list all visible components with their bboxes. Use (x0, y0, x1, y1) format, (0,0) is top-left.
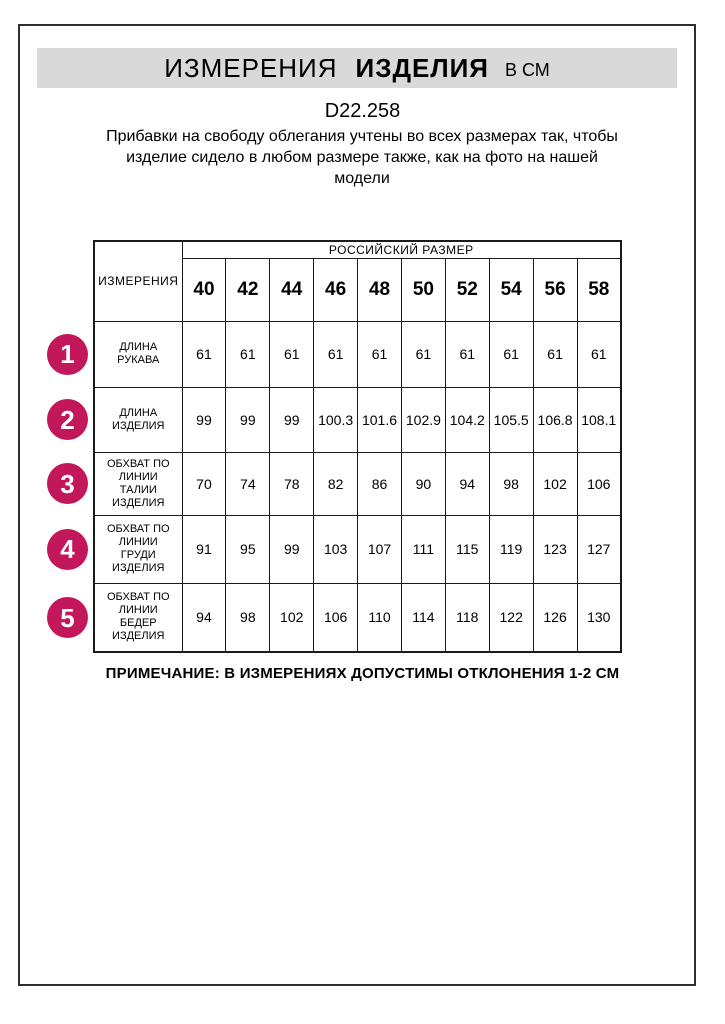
size-measurements-table (93, 240, 622, 653)
measurement-value: 115 (445, 515, 489, 583)
fit-description-line: изделие сидело в любом размере также, как на фото на нашей (126, 149, 598, 166)
row-number-badge: 4 (47, 529, 88, 570)
measurement-value: 61 (358, 321, 402, 387)
measurement-value: 118 (445, 583, 489, 652)
measurement-value: 61 (533, 321, 577, 387)
measurement-value: 94 (182, 583, 226, 652)
measurement-row (94, 452, 621, 515)
measurement-value: 99 (226, 387, 270, 452)
measurement-row (94, 583, 621, 652)
measurement-value: 110 (358, 583, 402, 652)
measurement-value: 108.1 (577, 387, 621, 452)
measurements-corner-header: ИЗМЕРЕНИЯ (94, 241, 182, 321)
measurement-value: 90 (401, 452, 445, 515)
size-column-header: 46 (314, 258, 358, 321)
measurement-value: 106.8 (533, 387, 577, 452)
measurement-value: 101.6 (358, 387, 402, 452)
measurement-value: 123 (533, 515, 577, 583)
size-column-header: 50 (401, 258, 445, 321)
page-title-units: В СМ (504, 59, 550, 80)
fit-description-line: Прибавки на свободу облегания учтены во всех размерах так, чтобы (106, 128, 618, 145)
measurement-row (94, 321, 621, 387)
measurement-row (94, 387, 621, 452)
measurement-label: ДЛИНА РУКАВА (94, 321, 182, 387)
measurement-value: 105.5 (489, 387, 533, 452)
measurement-value: 98 (489, 452, 533, 515)
fit-description-line: модели (334, 170, 390, 187)
measurement-value: 106 (314, 583, 358, 652)
measurement-value: 61 (270, 321, 314, 387)
measurement-value: 91 (182, 515, 226, 583)
measurement-value: 82 (314, 452, 358, 515)
model-code: D22.258 (324, 100, 401, 122)
page-title-product: ИЗДЕЛИЯ (355, 52, 489, 83)
size-column-header: 40 (182, 258, 226, 321)
measurement-value: 111 (401, 515, 445, 583)
size-column-header: 42 (226, 258, 270, 321)
row-number-badge: 2 (47, 399, 88, 440)
measurement-label: ОБХВАТ ПО ЛИНИИ ГРУДИ ИЗДЕЛИЯ (94, 515, 182, 583)
fit-description (82, 126, 642, 189)
measurement-value: 122 (489, 583, 533, 652)
measurement-value: 98 (226, 583, 270, 652)
measurement-value: 78 (270, 452, 314, 515)
size-column-header: 54 (489, 258, 533, 321)
measurement-value: 100.3 (314, 387, 358, 452)
size-column-header: 56 (533, 258, 577, 321)
measurement-value: 104.2 (445, 387, 489, 452)
measurement-value: 102 (533, 452, 577, 515)
measurement-value: 99 (270, 387, 314, 452)
tolerance-note: ПРИМЕЧАНИЕ: В ИЗМЕРЕНИЯХ ДОПУСТИМЫ ОТКЛОНЕНИЯ 1-2 СМ (105, 665, 620, 682)
measurement-value: 114 (401, 583, 445, 652)
measurement-value: 103 (314, 515, 358, 583)
measurement-value: 61 (182, 321, 226, 387)
measurement-value: 61 (577, 321, 621, 387)
measurement-label: ОБХВАТ ПО ЛИНИИ БЕДЕР ИЗДЕЛИЯ (94, 583, 182, 652)
page-title-measurements: ИЗМЕРЕНИЯ (164, 52, 338, 83)
row-number-badges (47, 0, 88, 1024)
measurement-value: 61 (226, 321, 270, 387)
title-band (37, 48, 677, 88)
measurement-value: 119 (489, 515, 533, 583)
measurement-value: 61 (489, 321, 533, 387)
measurement-value: 86 (358, 452, 402, 515)
measurement-row (94, 515, 621, 583)
size-column-header: 44 (270, 258, 314, 321)
measurement-value: 102.9 (401, 387, 445, 452)
row-number-badge: 1 (47, 334, 88, 375)
measurement-value: 99 (270, 515, 314, 583)
measurement-value: 126 (533, 583, 577, 652)
row-number-badge: 3 (47, 463, 88, 504)
measurement-value: 70 (182, 452, 226, 515)
measurement-label: ОБХВАТ ПО ЛИНИИ ТАЛИИ ИЗДЕЛИЯ (94, 452, 182, 515)
size-column-header: 48 (358, 258, 402, 321)
measurement-value: 74 (226, 452, 270, 515)
measurement-value: 130 (577, 583, 621, 652)
measurement-value: 99 (182, 387, 226, 452)
row-number-badge: 5 (47, 597, 88, 638)
measurement-value: 94 (445, 452, 489, 515)
measurement-value: 95 (226, 515, 270, 583)
russian-size-group-header: РОССИЙСКИЙ РАЗМЕР (182, 241, 621, 258)
measurement-value: 102 (270, 583, 314, 652)
measurement-value: 127 (577, 515, 621, 583)
size-column-header: 58 (577, 258, 621, 321)
measurement-value: 106 (577, 452, 621, 515)
measurement-value: 61 (445, 321, 489, 387)
size-column-header: 52 (445, 258, 489, 321)
measurement-value: 61 (401, 321, 445, 387)
measurement-label: ДЛИНА ИЗДЕЛИЯ (94, 387, 182, 452)
measurement-value: 107 (358, 515, 402, 583)
measurement-value: 61 (314, 321, 358, 387)
